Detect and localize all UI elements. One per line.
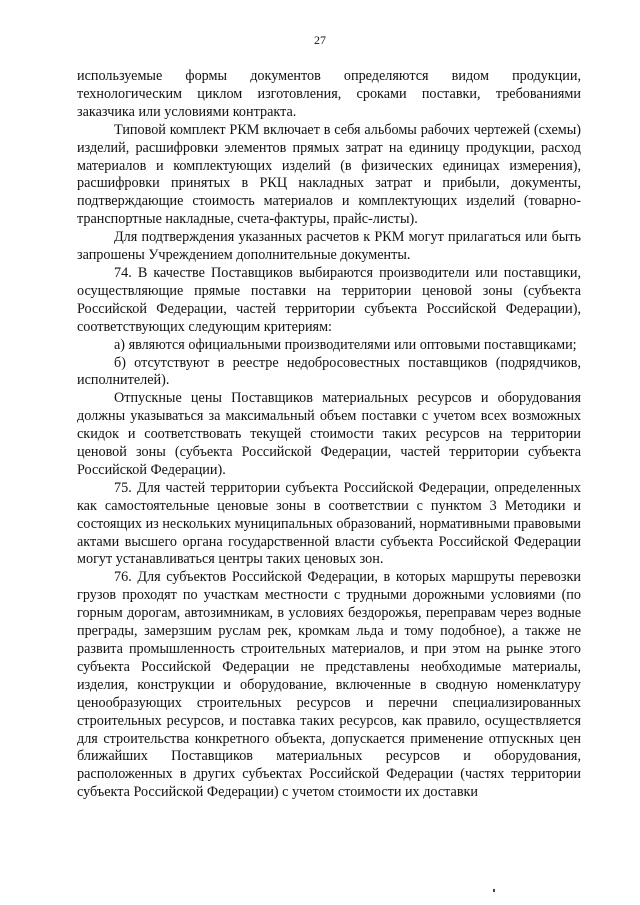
paragraph-criterion-a: а) являются официальными производителями или оптовыми поставщиками; [114,336,577,353]
paragraph-prices: Отпускные цены Поставщиков материальных ресурсов и оборудования должны указываться за максимальный объем поставки с учетом всех возможных скидок и соответствовать текущей стоимости таких ресурсов на территории ценовой зоны (субъекта Российской Федерации, частей территории субъекта Российской Федерации). [77,390,581,478]
document-body [77,68,581,802]
scan-speck [493,889,495,892]
paragraph-rkm-set: Типовой комплект РКМ включает в себя альбомы рабочих чертежей (схемы) изделий, расшифровки элементов прямых затрат на единицу продукции, расход материалов и комплектующих изделий (в физических единицах измерения), расшифровки принятых в РКЦ накладных затрат и прибыли, документы, подтверждающие стоимость материалов и комплектующих изделий (товарно-транспортные накладные, счета-фактуры, прайс-листы). [77,121,581,228]
paragraph-confirmation: Для подтверждения указанных расчетов к РКМ могут прилагаться или быть запрошены Учреждением дополнительные документы. [77,229,581,264]
paragraph-item-74: 74. В качестве Поставщиков выбираются производители или поставщики, осуществляющие прямые поставки на территории ценовой зоны (субъекта Российской Федерации, частей территории субъекта Российской Федерации), соответствующих следующим критериям: [77,264,581,335]
paragraph-item-76: 76. Для субъектов Российской Федерации, в которых маршруты перевозки грузов проходят по участкам местности с трудными дорожными условиями (по горным дорогам, автозимникам, в условиях бездорожья, переправам через водные преграды, замерзшим руслам рек, кромкам льда и тому подобное), а также не развита промышленность строительных материалов, и при этом на рынке этого субъекта Российской Федерации не представлены необходимые материалы, изделия, конструкции и оборудование, включенные в сводную номенклатуру ценообразующих строительных ресурсов и перечни специализированных строительных ресурсов, и поставка таких ресурсов, как правило, осуществляется для строительства конкретного объекта, допускается применение отпускных цен ближайших Поставщиков материальных ресурсов и оборудования, расположенных в других субъектах Российской Федерации (частях территории субъекта Российской Федерации) с учетом стоимости их доставки [77,569,581,801]
page-number: 27 [314,33,326,47]
paragraph-criterion-b: б) отсутствуют в реестре недобросовестных поставщиков (подрядчиков, исполнителей). [77,354,581,389]
paragraph-item-75: 75. Для частей территории субъекта Российской Федерации, определенных как самостоятельные ценовые зоны в соответствии с пунктом 3 Методики и состоящих из нескольких муниципальных образований, нормативными правовыми актами высшего органа государственной власти субъекта Российской Федерации могут устанавливаться центры таких ценовых зон. [77,479,581,568]
paragraph-continuation: используемые формы документов определяются видом продукции, технологическим циклом изготовления, сроками поставки, требованиями заказчика или условиями контракта. [77,68,581,120]
